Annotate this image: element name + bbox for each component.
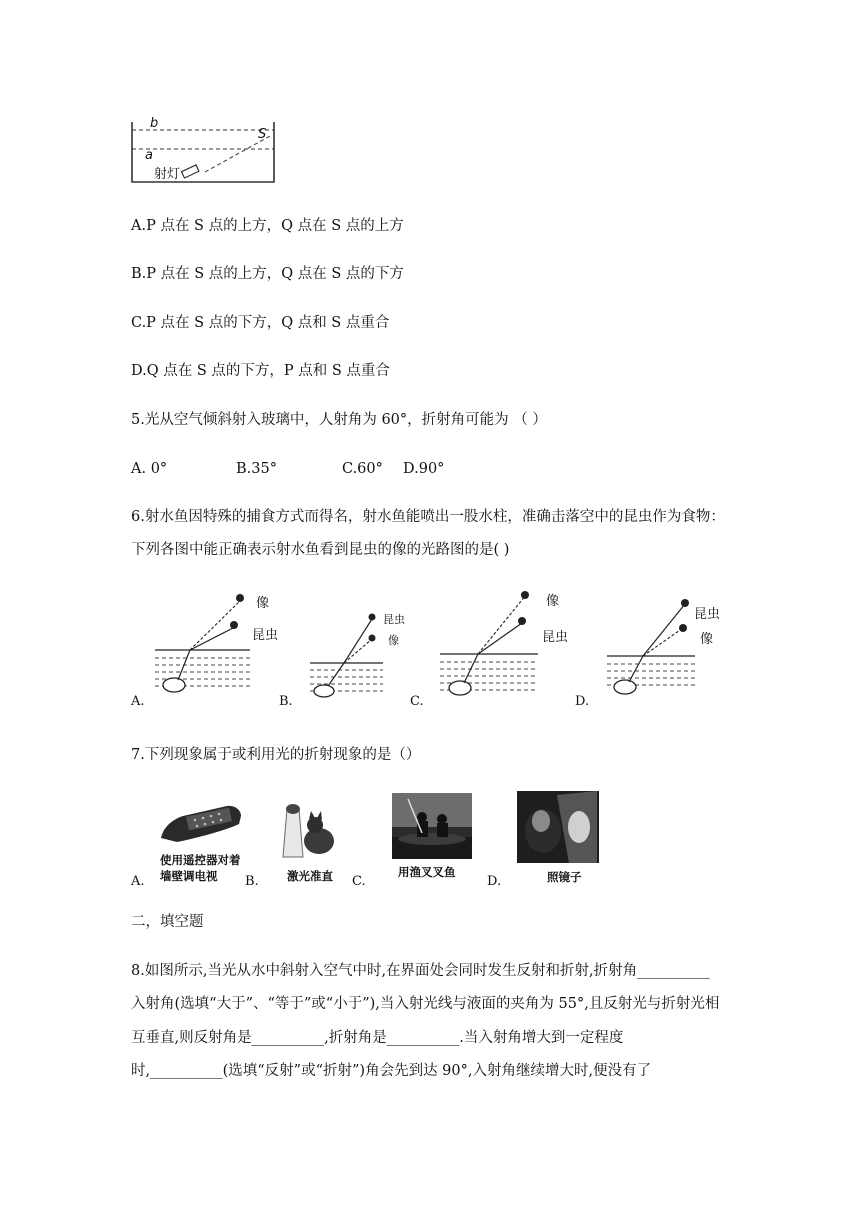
q6d-insect-label: 昆虫: [694, 607, 721, 622]
q6-figure-a: [150, 585, 260, 700]
q6-letter-d: D.: [575, 694, 590, 709]
q6a-image-label: 像: [256, 596, 270, 611]
q7-stem: 7.下列现象属于或利用光的折射现象的是（）: [131, 747, 421, 763]
q6-figure-c: [438, 585, 548, 700]
laser-alignment-picture: [275, 797, 337, 862]
q8-line1: 8.如图所示,当光从水中斜射入空气中时,在界面处会同时发生反射和折射,折射角__________: [131, 963, 710, 979]
q5-option-c: C.60°: [342, 461, 383, 477]
q7-letter-b: B.: [245, 874, 259, 889]
label-b: b: [150, 116, 159, 131]
q4-option-a: A.P 点在 S 点的上方，Q 点在 S 点的上方: [131, 218, 404, 234]
q5-stem: 5.光从空气倾斜射入玻璃中，人射角为 60°，折射角可能为 （ ）: [131, 412, 547, 428]
q7d-caption: 照镜子: [547, 870, 582, 884]
mirror-picture: [517, 791, 599, 863]
q8-line4: 时,__________(选填“反射”或“折射”)角会先到达 90°,入射角继续增大时,便没有了: [131, 1063, 652, 1079]
q5-option-b: B.35°: [236, 461, 277, 477]
q4-option-c: C.P 点在 S 点的下方，Q 点和 S 点重合: [131, 315, 390, 331]
q6d-image-label: 像: [700, 632, 714, 647]
q4-option-d: D.Q 点在 S 点的下方，P 点和 S 点重合: [131, 363, 390, 379]
label-lamp: 射灯: [154, 167, 181, 182]
label-a: a: [145, 148, 153, 163]
q6-stem-line2: 下列各图中能正确表示射水鱼看到昆虫的像的光路图的是( ): [131, 542, 510, 558]
q6a-insect-label: 昆虫: [252, 628, 279, 643]
q5-option-d: D.90°: [403, 461, 445, 477]
q6c-image-label: 像: [546, 594, 560, 609]
q7a-caption-line1: 使用遥控器对着: [160, 853, 241, 867]
q6b-image-label: 像: [388, 634, 399, 647]
q6-letter-a: A.: [131, 694, 145, 709]
q7a-caption-line2: 墙壁调电视: [160, 869, 218, 883]
q7b-caption: 激光准直: [287, 869, 333, 883]
q8-line3: 互垂直,则反射角是__________,折射角是__________.当入射角增大到一定程度: [131, 1030, 624, 1046]
q4-option-b: B.P 点在 S 点的上方，Q 点在 S 点的下方: [131, 266, 404, 282]
label-s: S: [258, 127, 267, 142]
q7c-caption: 用渔叉叉鱼: [398, 865, 456, 879]
section-title: 二，填空题: [131, 914, 204, 930]
q8-line2: 入射角(选填“大于”、“等于”或“小于”),当入射光线与液面的夹角为 55°,且反射光与折射光相: [131, 996, 720, 1012]
q7-letter-a: A.: [131, 874, 145, 889]
q6-letter-b: B.: [279, 694, 293, 709]
spear-fishing-picture: [392, 793, 472, 859]
q6-letter-c: C.: [410, 694, 424, 709]
q6c-insect-label: 昆虫: [542, 630, 569, 645]
q5-option-a: A. 0°: [131, 461, 168, 477]
q6-figure-b: [308, 605, 393, 700]
q6-stem-line1: 6.射水鱼因特殊的捕食方式而得名，射水鱼能喷出一股水柱，准确击落空中的昆虫作为食物：: [131, 509, 725, 525]
q7-letter-d: D.: [487, 874, 502, 889]
q7-letter-c: C.: [352, 874, 366, 889]
q6b-insect-label: 昆虫: [383, 613, 405, 626]
q6-figure-d: [605, 592, 705, 700]
remote-control-picture: [157, 802, 245, 844]
